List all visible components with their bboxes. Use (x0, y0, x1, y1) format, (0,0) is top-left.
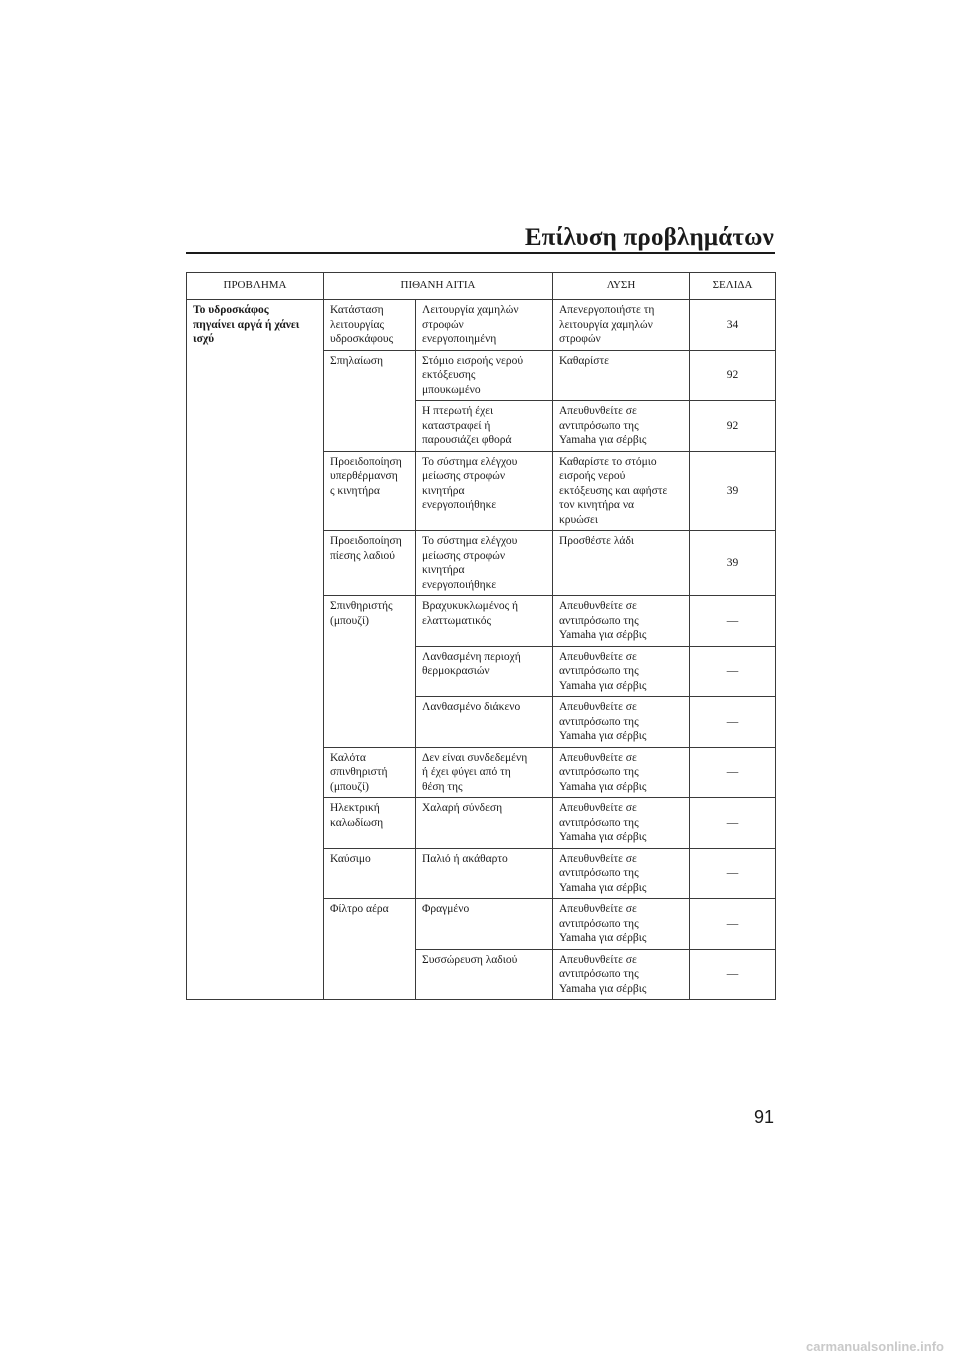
page-cell: — (690, 697, 776, 748)
solution-cell: Προσθέστε λάδι (553, 531, 690, 596)
cause-group-cell: Φίλτρο αέρα (324, 899, 416, 1000)
cause-cell: Χαλαρή σύνδεση (416, 798, 553, 849)
cause-cell: Δεν είναι συνδεδεμένη ή έχει φύγει από τη θέση της (416, 747, 553, 798)
cause-cell: Παλιό ή ακάθαρτο (416, 848, 553, 899)
header-page: ΣΕΛΙΔΑ (690, 273, 776, 300)
page-cell: — (690, 848, 776, 899)
page-cell: — (690, 646, 776, 697)
solution-cell: Απευθυνθείτε σε αντιπρόσωπο της Yamaha για σέρβις (553, 401, 690, 452)
cause-cell: Φραγμένο (416, 899, 553, 950)
table-row (187, 300, 776, 351)
cause-cell: Το σύστημα ελέγχου μείωσης στροφών κινητήρα ενεργοποιήθηκε (416, 531, 553, 596)
cause-cell: Λειτουργία χαμηλών στροφών ενεργοποιημένη (416, 300, 553, 351)
solution-cell: Απευθυνθείτε σε αντιπρόσωπο της Yamaha για σέρβις (553, 848, 690, 899)
cause-cell: Η πτερωτή έχει καταστραφεί ή παρουσιάζει φθορά (416, 401, 553, 452)
troubleshooting-table (186, 272, 776, 1000)
title-divider (186, 252, 775, 254)
page-cell: 34 (690, 300, 776, 351)
cause-group-cell: Κατάσταση λειτουργίας υδροσκάφους (324, 300, 416, 351)
solution-cell: Καθαρίστε το στόμιο εισροής νερού εκτόξευσης και αφήστε τον κινητήρα να κρυώσει (553, 451, 690, 531)
solution-cell: Απευθυνθείτε σε αντιπρόσωπο της Yamaha για σέρβις (553, 646, 690, 697)
page-cell: 39 (690, 451, 776, 531)
page-cell: — (690, 899, 776, 950)
cause-cell: Το σύστημα ελέγχου μείωσης στροφών κινητήρα ενεργοποιήθηκε (416, 451, 553, 531)
cause-group-cell: Προειδοποίηση πίεσης λαδιού (324, 531, 416, 596)
solution-cell: Απευθυνθείτε σε αντιπρόσωπο της Yamaha για σέρβις (553, 949, 690, 1000)
table-header-row (187, 273, 776, 300)
solution-cell: Απευθυνθείτε σε αντιπρόσωπο της Yamaha για σέρβις (553, 899, 690, 950)
page-cell: — (690, 747, 776, 798)
solution-cell: Απευθυνθείτε σε αντιπρόσωπο της Yamaha για σέρβις (553, 697, 690, 748)
solution-cell: Απευθυνθείτε σε αντιπρόσωπο της Yamaha για σέρβις (553, 747, 690, 798)
solution-cell: Απευθυνθείτε σε αντιπρόσωπο της Yamaha για σέρβις (553, 798, 690, 849)
cause-group-cell: Προειδοποίηση υπερθέρμανση ς κινητήρα (324, 451, 416, 531)
page-cell: 39 (690, 531, 776, 596)
page-cell: — (690, 798, 776, 849)
page-number: 91 (754, 1107, 775, 1127)
page-title: Επίλυση προβλημάτων (524, 224, 774, 251)
page-cell: — (690, 596, 776, 647)
solution-cell: Απευθυνθείτε σε αντιπρόσωπο της Yamaha για σέρβις (553, 596, 690, 647)
watermark-logo: carmanualsonline.info (806, 1339, 944, 1354)
cause-group-cell: Καύσιμο (324, 848, 416, 899)
cause-group-cell: Σπινθηριστής (μπουζί) (324, 596, 416, 748)
solution-cell: Καθαρίστε (553, 350, 690, 401)
cause-cell: Συσσώρευση λαδιού (416, 949, 553, 1000)
solution-cell: Απενεργοποιήστε τη λειτουργία χαμηλών στροφών (553, 300, 690, 351)
cause-cell: Στόμιο εισροής νερού εκτόξευσης μπουκωμένο (416, 350, 553, 401)
cause-cell: Βραχυκυκλωμένος ή ελαττωματικός (416, 596, 553, 647)
header-solution: ΛΥΣΗ (553, 273, 690, 300)
page-cell: — (690, 949, 776, 1000)
page-cell: 92 (690, 401, 776, 452)
cause-group-cell: Ηλεκτρική καλωδίωση (324, 798, 416, 849)
page-cell: 92 (690, 350, 776, 401)
cause-cell: Λανθασμένο διάκενο (416, 697, 553, 748)
header-cause: ΠΙΘΑΝΗ ΑΙΤΙΑ (324, 273, 553, 300)
problem-cell: Το υδροσκάφος πηγαίνει αργά ή χάνει ισχύ (187, 300, 324, 1000)
cause-cell: Λανθασμένη περιοχή θερμοκρασιών (416, 646, 553, 697)
cause-group-cell: Καλότα σπινθηριστή (μπουζί) (324, 747, 416, 798)
cause-group-cell: Σπηλαίωση (324, 350, 416, 451)
header-problem: ΠΡΟΒΛΗΜΑ (187, 273, 324, 300)
